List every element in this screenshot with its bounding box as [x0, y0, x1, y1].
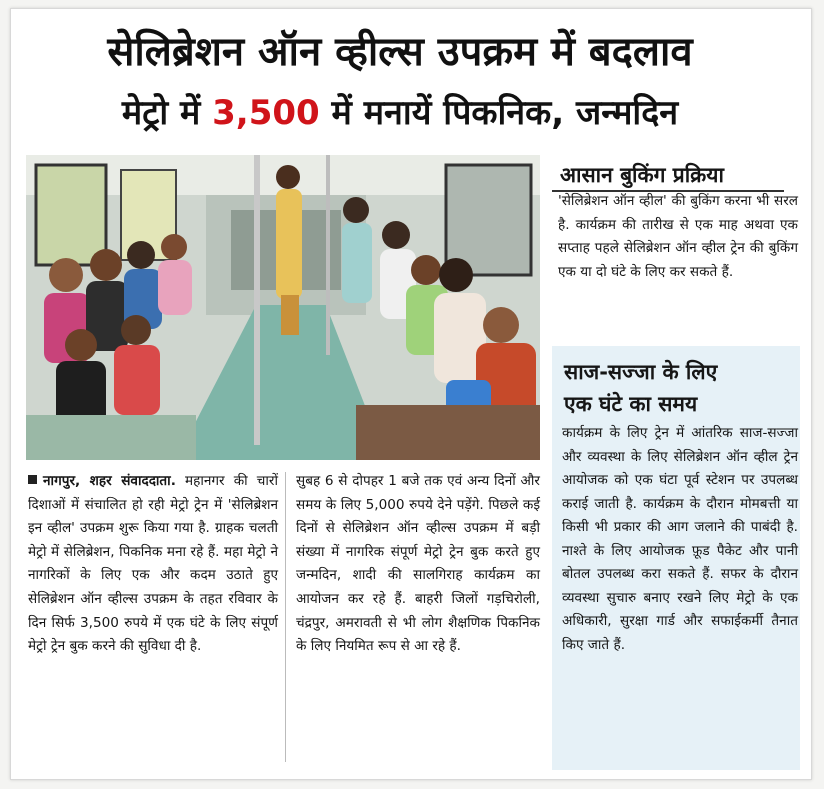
sidebar-heading-decoration-line1: साज-सज्जा के लिए — [564, 360, 718, 384]
headline-sub-post: में मनायें पिकनिक, जन्मदिन — [319, 93, 679, 133]
sidebar-booking-paragraph: 'सेलिब्रेशन ऑन व्हील' की बुकिंग करना भी सरल है. कार्यक्रम की तारीख से एक माह अथवा एक सप्ताह पहले सेलिब्रेशन ऑन व्हील ट्रेन की बुकिंग एक या दो घंटे के लिए कर सकते हैं. — [558, 193, 798, 280]
article-column-1-text: महानगर की चारों दिशाओं में संचालित हो रही मेट्रो ट्रेन में 'सेलिब्रेशन इन व्हील' उपक्रम शुरू किया गया है. ग्राहक चलती मेट्रो में सेलिब्रेशन, पिकनिक मना रहे हैं. महा मेट्रो ने नागरिकों के लिए एक और कदम उठाते हुए सेलिब्रेशन ऑन व्हील्स उपक्रम के तहत रविवार के दिन सिर्फ 3,500 रुपये में एक घंटे के लिए संपूर्ण मेट्रो ट्रेन बुक करने की सुविधा दी है. — [28, 473, 279, 655]
sidebar-heading-booking-text: आसान बुकिंग प्रक्रिया — [560, 163, 724, 187]
sidebar-heading-decoration-line2: एक घंटे का समय — [564, 392, 698, 416]
headline-sub-pre: मेट्रो में — [121, 93, 213, 133]
sidebar-heading-decoration — [564, 356, 717, 420]
metro-interior-illustration — [26, 155, 540, 460]
article-column-2: सुबह 6 से दोपहर 1 बजे तक एवं अन्य दिनों और समय के लिए 5,000 रुपये देने पड़ेंगे. पिछले कई दिनों से सेलिब्रेशन ऑन व्हील्स उपक्रम में बड़ी संख्या में नागरिक संपूर्ण मेट्रो ट्रेन बुक करते हुए जन्मदिन, शादी की सालगिराह कार्यक्रम का आयोजन कर रहे हैं. बाहरी जिलों गड़चिरोली, चंद्रपुर, अमरावती से भी लोग शैक्षणिक पिकनिक के लिए नियमित रूप से आ रहे हैं. — [296, 473, 540, 655]
article-column-1 — [28, 470, 278, 659]
sidebar-heading-booking — [560, 162, 724, 188]
headline-amount: 3,500 — [212, 93, 320, 133]
headline-sub — [0, 92, 800, 134]
article-dateline: नागपुर, शहर संवाददाता. — [43, 473, 176, 489]
sidebar-decoration-paragraph: कार्यक्रम के लिए ट्रेन में आंतरिक साज-सज्जा और व्यवस्था के लिए सेलिब्रेशन ऑन व्हील ट्रेन आयोजक को एक घंटा पूर्व स्टेशन पर उपलब्ध कराई जाती है. कार्यक्रम के दौरान मोमबत्ती या किसी भी प्रकार की आग जलाने की पाबंदी है. नाश्ते के लिए आयोजक फ़ूड पैकेट और पानी बोतल उपलब्ध करा सकते हैं. सफर के दौरान व्यवस्था सुचारु बनाए रखने लिए मेट्रो के एक अधिकारी, सुरक्षा गार्ड और सफाईकर्मी तैनात किए जाते हैं. — [562, 425, 798, 653]
headline-main: सेलिब्रेशन ऑन व्हील्स उपक्रम में बदलाव — [107, 29, 693, 75]
metro-train-photo — [26, 155, 540, 460]
column-divider — [285, 472, 286, 762]
bullet-square-icon — [28, 475, 37, 484]
